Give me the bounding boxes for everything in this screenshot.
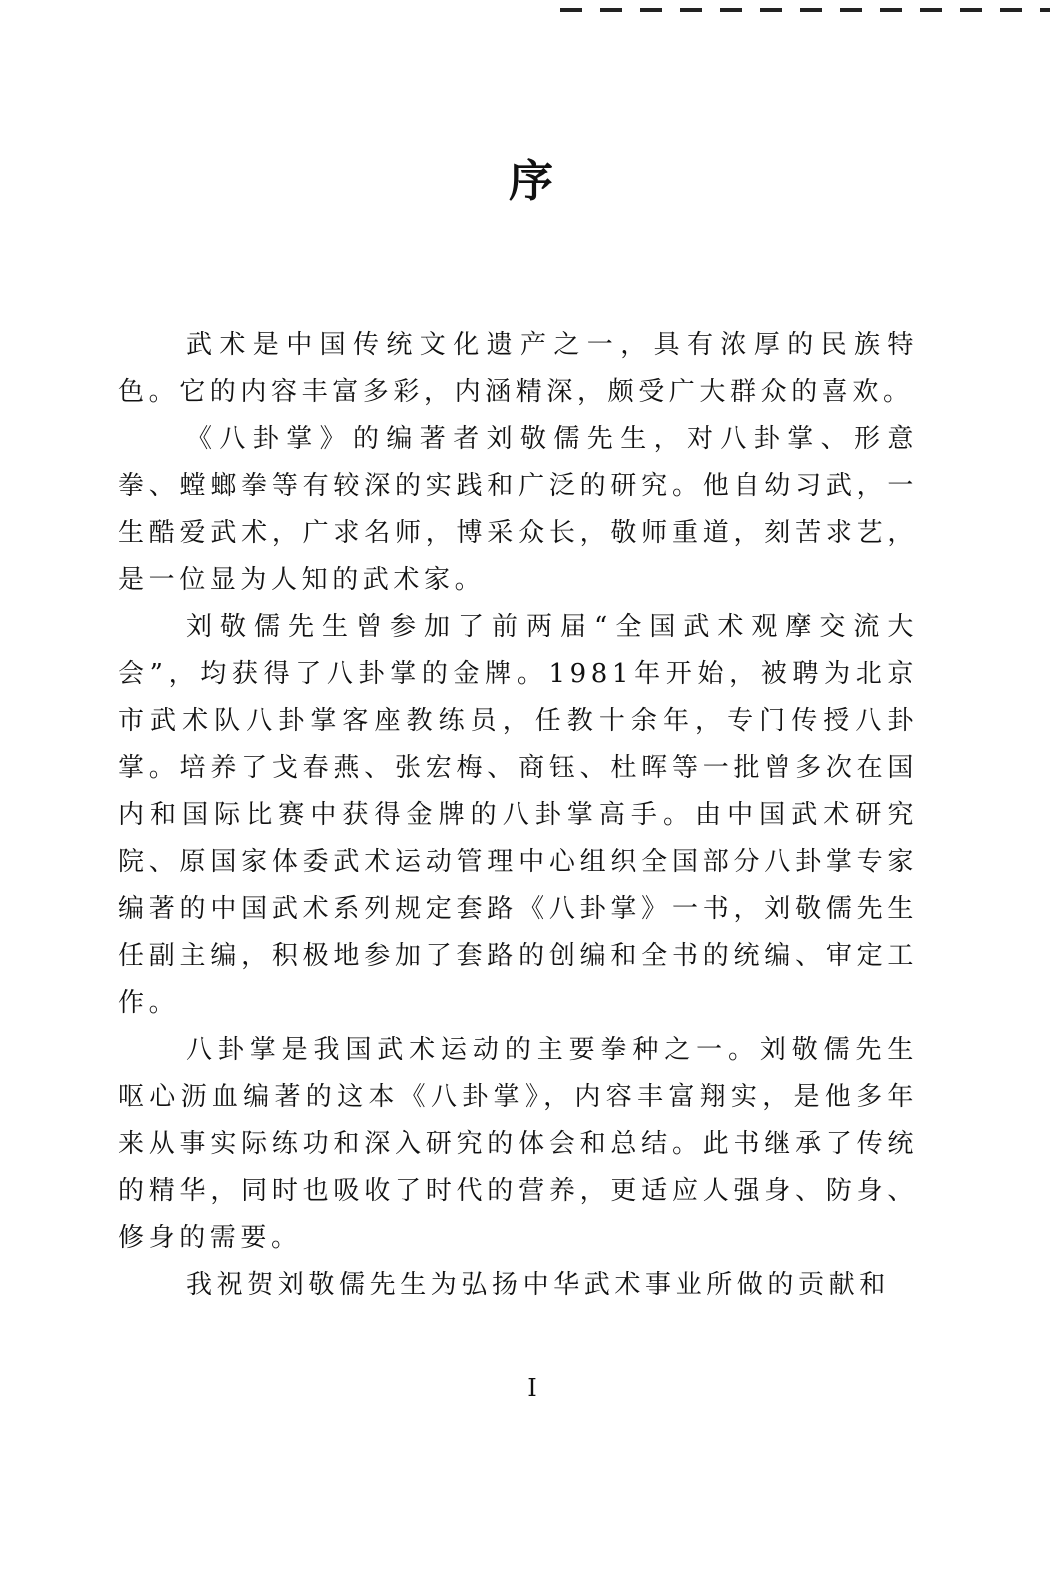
page-title: 序 — [509, 156, 555, 207]
paragraph-4: 八卦掌是我国武术运动的主要拳种之一。刘敬儒先生呕心沥血编著的这本《八卦掌》，内容丰富翔实，是他多年来从事实际练功和深入研究的体会和总结。此书继承了传统的精华，同时也吸收了时代的营养，更适应人强身、防身、修身的需要。 — [118, 1035, 918, 1253]
paragraph-5: 我祝贺刘敬儒先生为弘扬中华武术事业所做的贡献和 — [186, 1270, 890, 1300]
body-text — [118, 322, 918, 1309]
paragraph-1: 武术是中国传统文化遗产之一，具有浓厚的民族特色。它的内容丰富多彩，内涵精深，颇受广大群众的喜欢。 — [118, 330, 918, 407]
page-number: I — [527, 1374, 537, 1402]
paragraph-3: 刘敬儒先生曾参加了前两届“全国武术观摩交流大会”，均获得了八卦掌的金牌。1981年开始，被聘为北京市武术队八卦掌客座教练员，任教十余年，专门传授八卦掌。培养了戈春燕、张宏梅、商钰、杜晖等一批曾多次在国内和国际比赛中获得金牌的八卦掌高手。由中国武术研究院、原国家体委武术运动管理中心组织全国部分八卦掌专家编著的中国武术系列规定套路《八卦掌》一书，刘敬儒先生任副主编，积极地参加了套路的创编和全书的统编、审定工作。 — [118, 612, 918, 1018]
top-dash-border — [560, 8, 1050, 12]
paragraph-2: 《八卦掌》的编著者刘敬儒先生，对八卦掌、形意拳、螳螂拳等有较深的实践和广泛的研究。他自幼习武，一生酷爱武术，广求名师，博采众长，敬师重道，刻苦求艺，是一位显为人知的武术家。 — [118, 424, 918, 595]
